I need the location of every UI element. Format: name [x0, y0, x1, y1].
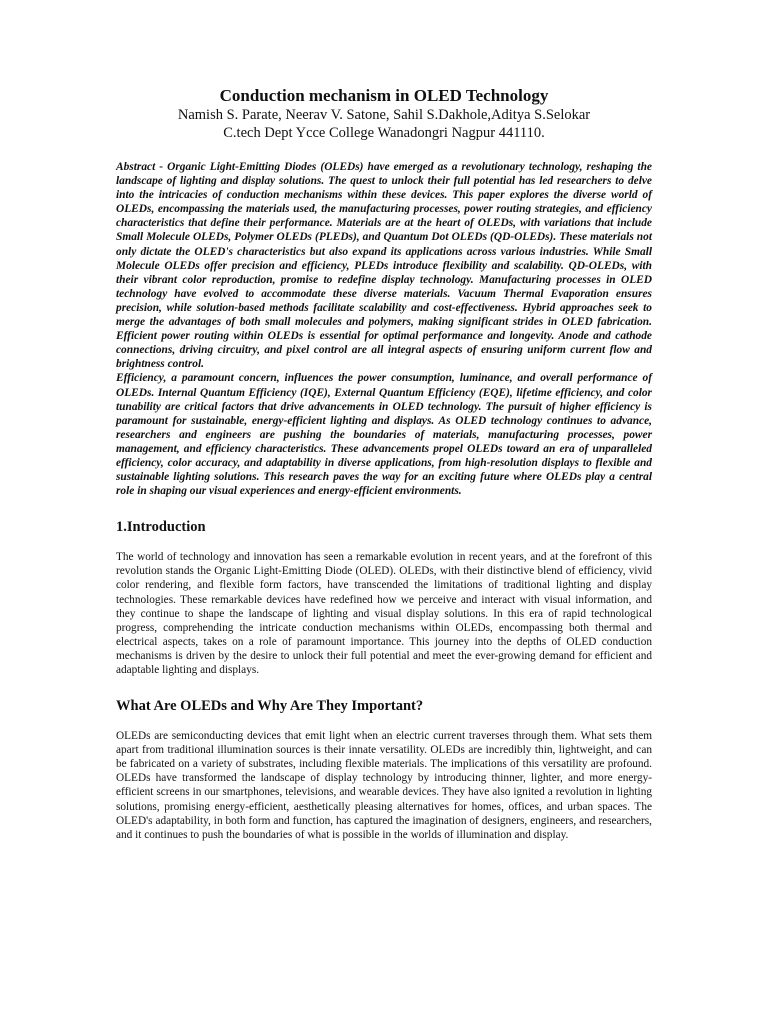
paper-title: Conduction mechanism in OLED Technology: [219, 86, 549, 105]
body-paragraph: OLEDs are semiconducting devices that emit light when an electric current traverses through them. What sets them apart from traditional illumination sources is their innate versatility. OLEDs are incredibly thin, lightweight, and can be fabricated on a variety of substrates, including flexible materials. The implications of this versatility are profound. OLEDs have transformed the landscape of display technology by introducing thinner, lighter, and more energy-efficient screens in our smartphones, televisions, and wearable devices. They have also ignited a revolution in lighting solutions, promising energy-efficient, aesthetically pleasing alternatives for homes, offices, and urban spaces. The OLED's adaptability, in both form and function, has captured the imagination of designers, engineers, and researchers, and it continues to push the boundaries of what is possible in the worlds of illumination and display.: [116, 730, 652, 841]
abstract-paragraph: Efficiency, a paramount concern, influences the power consumption, luminance, and overall performance of OLEDs. Internal Quantum Efficiency (IQE), External Quantum Efficiency (EQE), lifetime efficiency, and color tunability are critical factors that drive advancements in OLED technology. The pursuit of higher efficiency is paramount for sustainable, energy-efficient lighting and displays. As OLED technology continues to advance, researchers and engineers are pushing the boundaries of materials, manufacturing processes, power management, and efficiency characteristics. These advancements propel OLEDs toward an era of unparalleled efficiency, color accuracy, and adaptability in diverse applications, from high-resolution displays to flexible and sustainable lighting solutions. This research paves the way for an exciting future where OLEDs play a central role in shaping our visual experiences and energy-efficient environments.: [116, 372, 652, 498]
author-affiliation: C.tech Dept Ycce College Wanadongri Nagpur 441110.: [223, 125, 545, 141]
section-heading-introduction: 1.Introduction: [116, 519, 206, 536]
section-heading-what-are-oleds: What Are OLEDs and Why Are They Important?: [116, 698, 424, 715]
body-paragraph: The world of technology and innovation has seen a remarkable evolution in recent years, and at the forefront of this revolution stands the Organic Light-Emitting Diode (OLED). OLEDs, with their distinctive blend of efficiency, vivid color rendering, and flexible form factors, have transcended the limitations of traditional lighting and display technologies. These remarkable devices have redefined how we perceive and interact with visual information, and they continue to shape the landscape of lighting and visual display solutions. In this era of rapid technological progress, comprehending the intricate conduction mechanisms within OLEDs, encompassing both thermal and electrical aspects, takes on a role of paramount importance. This journey into the depths of OLED conduction mechanisms is driven by the desire to unlock their full potential and meet the ever-growing demand for efficient and adaptable lighting and displays.: [116, 551, 652, 676]
abstract-paragraph: Abstract - Organic Light-Emitting Diodes (OLEDs) have emerged as a revolutionary technology, reshaping the landscape of lighting and display solutions. The quest to unlock their full potential has led researchers to delve into the intricacies of conduction mechanisms within these devices. This paper explores the diverse world of OLEDs, encompassing the materials used, the manufacturing processes, power routing strategies, and efficiency characteristics that define their performance. Materials are at the heart of OLEDs, with variations that include Small Molecule OLEDs, Polymer OLEDs (PLEDs), and Quantum Dot OLEDs (QD-OLEDs). These materials not only dictate the OLED's characteristics but also expand its applications across various industries. While Small Molecule OLEDs offer precision and efficiency, PLEDs introduce flexibility and scalability. QD-OLEDs, with their vibrant color reproduction, promise to redefine display technology. Manufacturing processes in OLED technology have evolved to accommodate these diverse materials. Vacuum Thermal Evaporation ensures precision, while solution-based methods facilitate scalability and cost-effectiveness. Hybrid approaches seek to merge the advantages of both small molecules and polymers, making significant strides in OLED fabrication. Efficient power routing within OLEDs is essential for optimal performance and longevity. Anode and cathode connections, driving circuitry, and pixel control are all integral aspects of ensuring uniform current flow and brightness control.: [116, 161, 652, 371]
abstract: [116, 160, 652, 498]
author-list: Namish S. Parate, Neerav V. Satone, Sahil S.Dakhole,Aditya S.Selokar: [177, 107, 591, 123]
